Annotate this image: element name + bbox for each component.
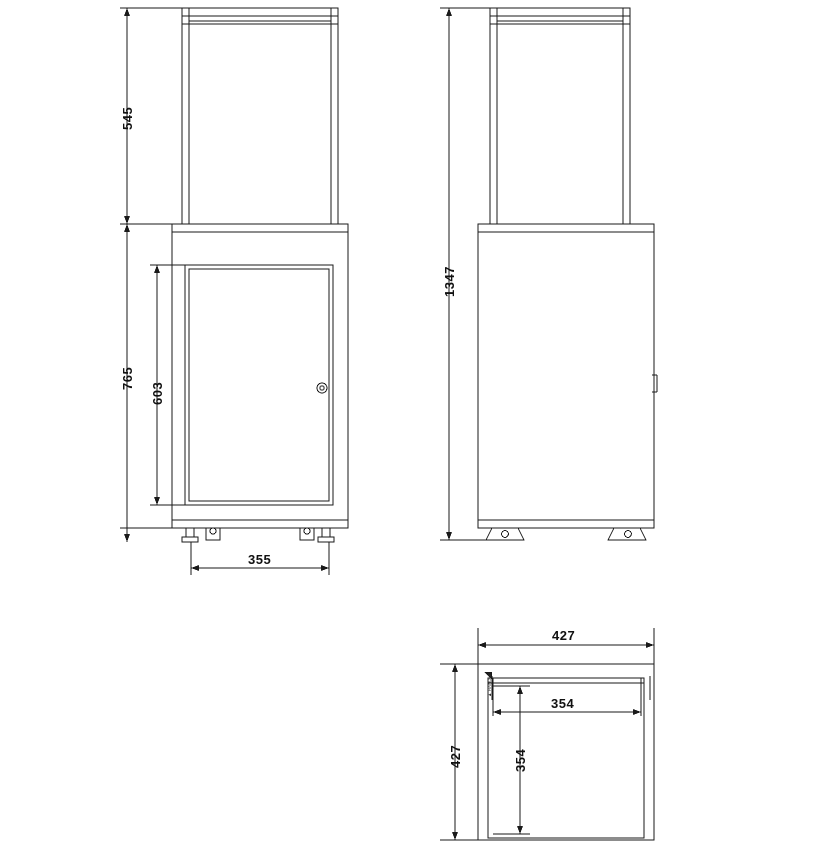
dimension-side-total-height: 1347 (442, 266, 457, 297)
front-view-dimension-lines (120, 8, 329, 575)
top-view-geometry (478, 664, 654, 840)
dimension-top-depth-outer: 427 (448, 744, 463, 768)
dimension-front-door-height: 603 (150, 381, 165, 405)
dimension-front-height-upper: 545 (120, 106, 135, 130)
side-view-geometry (478, 8, 657, 540)
dimension-top-width-inner: 354 (551, 696, 575, 711)
dimension-top-depth-inner: 354 (513, 748, 528, 772)
front-view-geometry (172, 8, 348, 542)
dimension-top-width-outer: 427 (552, 628, 576, 643)
top-view-dimension-lines (440, 628, 654, 840)
dimension-front-width: 355 (248, 552, 272, 567)
dimension-front-height-lower: 765 (120, 366, 135, 390)
top-view-handle-note: ▲ HANDLE (487, 673, 492, 697)
